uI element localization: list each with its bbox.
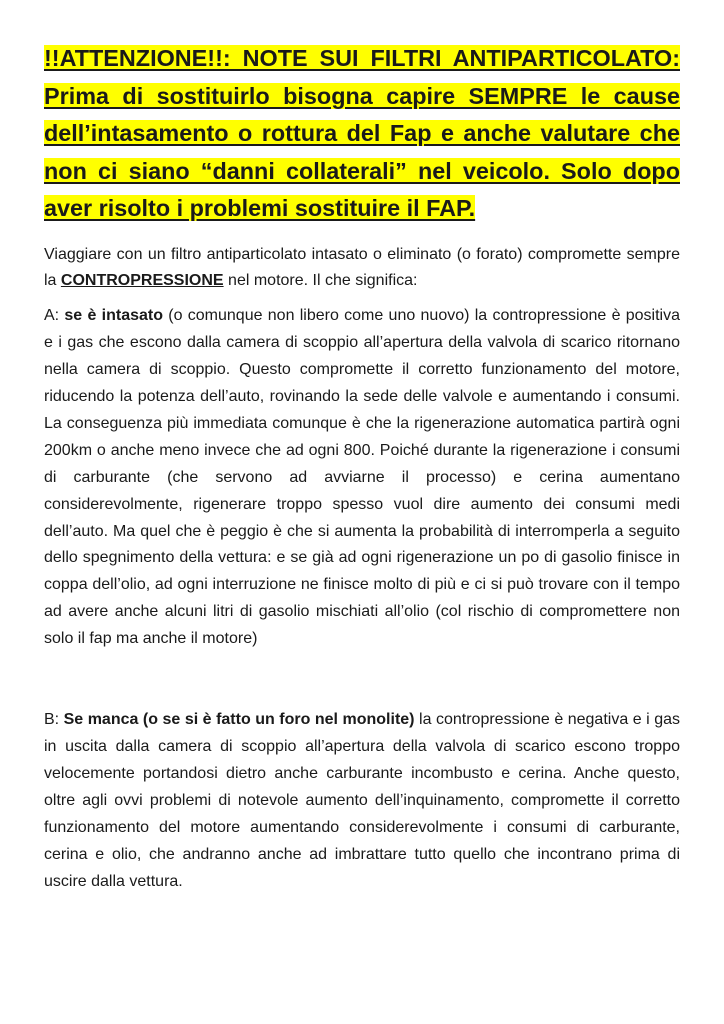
- intro-text-end: nel motore. Il che significa:: [223, 272, 418, 290]
- intro-text: Viaggiare con un filtro antiparticolato intasato o eliminato (o forato) compromette sempre la: [44, 245, 680, 290]
- document-page: [44, 40, 680, 895]
- warning-heading: [44, 40, 680, 228]
- case-b-paragraph: [44, 707, 680, 895]
- intro-paragraph: [44, 242, 680, 296]
- case-a-body: (o comunque non libero come uno nuovo) la contropressione è positiva e i gas che escono dalla camera di scoppio all’apertura della valvola di scarico ritornano nella camera di scoppio. Questo compromette il corretto funzionamento del motore, riducendo la potenza dell’auto, rovinando la sede delle valvole e aumentando i consumi. La conseguenza più immediata comunque è che la rigenerazione automatica partirà ogni 200km o anche meno invece che ad ogni 800. Poiché durante la rigenerazione i consumi di carburante (che servono ad avviarne il processo) e cerina aumentano considerevolmente, rigenerare troppo spesso vuol dire aumento dei consumi medi dell’auto. Ma quel che è peggio è che si aumenta la probabilità di interromperla a seguito dello spegnimento della vettura: e se già ad ogni rigenerazione un po di gasolio finisce in coppa dell’olio, ad ogni interruzione ne finisce molto di più e ci si può trovare con il tempo ad avere anche alcuni litri di gasolio mischiati all’olio (col rischio di compromettere non solo il fap ma anche il motore): [44, 307, 681, 648]
- case-b-title: Se manca (o se si è fatto un foro nel monolite): [63, 711, 415, 729]
- case-b-body: la contropressione è negativa e i gas in uscita dalla camera di scoppio all’apertura della valvola di scarico escono troppo velocemente portandosi dietro anche carburante incombusto e cerina. Anche questo, oltre agli ovvi problemi di notevole aumento dell’inquinamento, compromette il corretto funzionamento del motore aumentando considerevolmente i consumi di carburante, cerina e olio, che andranno anche ad imbrattare tutto quello che incontrano prima di uscire dalla vettura.: [44, 711, 680, 890]
- case-a-prefix: A:: [44, 307, 65, 325]
- case-a-title: se è intasato: [64, 307, 163, 325]
- intro-keyword: CONTROPRESSIONE: [60, 272, 224, 290]
- case-b-prefix: B:: [44, 711, 64, 729]
- case-a-paragraph: [44, 303, 680, 653]
- heading-highlight: !!ATTENZIONE!!: NOTE SUI FILTRI ANTIPARTICOLATO: Prima di sostituirlo bisogna capire SEMPRE le cause dell’intasamento o rottura del Fap e anche valutare che non ci siano “danni collaterali” nel veicolo. Solo dopo aver risolto i problemi sostituire il FAP.: [44, 45, 680, 221]
